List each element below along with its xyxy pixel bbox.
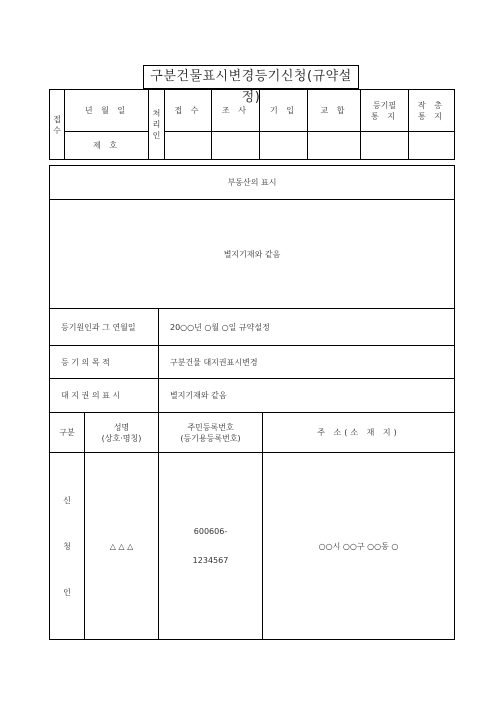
id-header: 주민등록번호 (등기용등록번호) <box>159 413 263 453</box>
col-registration-notice: 등기필 통 지 <box>361 90 409 132</box>
land-right-label: 대 지 권 의 표 시 <box>50 379 159 413</box>
receipt-number-label: 제 호 <box>65 132 149 160</box>
property-content: 별지기재와 같음 <box>50 200 455 309</box>
cause-date-value: 20○○년 ○월 ○일 규약설정 <box>159 309 455 346</box>
name-header: 성명 (상호·명칭) <box>85 413 159 453</box>
stamp-cell <box>260 132 308 160</box>
receipt-label: 접 수 <box>50 90 65 160</box>
col-collation: 교 합 <box>308 90 361 132</box>
col-creation-notice: 작 총 통 지 <box>409 90 455 132</box>
page-title: 구분건물표시변경등기신청(규약설정) <box>143 65 359 89</box>
col-receipt: 접 수 <box>165 90 212 132</box>
land-right-value: 별지기재와 같음 <box>159 379 455 413</box>
application-table <box>49 165 455 640</box>
stamp-cell <box>308 132 361 160</box>
applicant-role: 신 청 인 <box>50 453 85 640</box>
purpose-value: 구분건물 대지권표시변경 <box>159 346 455 379</box>
receipt-table <box>49 89 455 160</box>
applicant-address: ○○시 ○○구 ○○동 ○ <box>263 453 455 640</box>
stamp-cell <box>212 132 260 160</box>
stamp-cell <box>361 132 409 160</box>
property-header: 부동산의 표시 <box>50 166 455 200</box>
stamp-cell <box>409 132 455 160</box>
division-header: 구분 <box>50 413 85 453</box>
purpose-label: 등 기 의 목 적 <box>50 346 159 379</box>
col-entry: 기 입 <box>260 90 308 132</box>
handler-label: 처 리 인 <box>149 90 165 160</box>
receipt-date-label: 년 월 일 <box>65 90 149 132</box>
stamp-cell <box>165 132 212 160</box>
col-inspection: 조 사 <box>212 90 260 132</box>
cause-date-label: 등기원인과 그 연월일 <box>50 309 159 346</box>
applicant-id: 600606- 1234567 <box>159 453 263 640</box>
applicant-name: △ △ △ <box>85 453 159 640</box>
address-header: 주 소(소 재 지) <box>263 413 455 453</box>
